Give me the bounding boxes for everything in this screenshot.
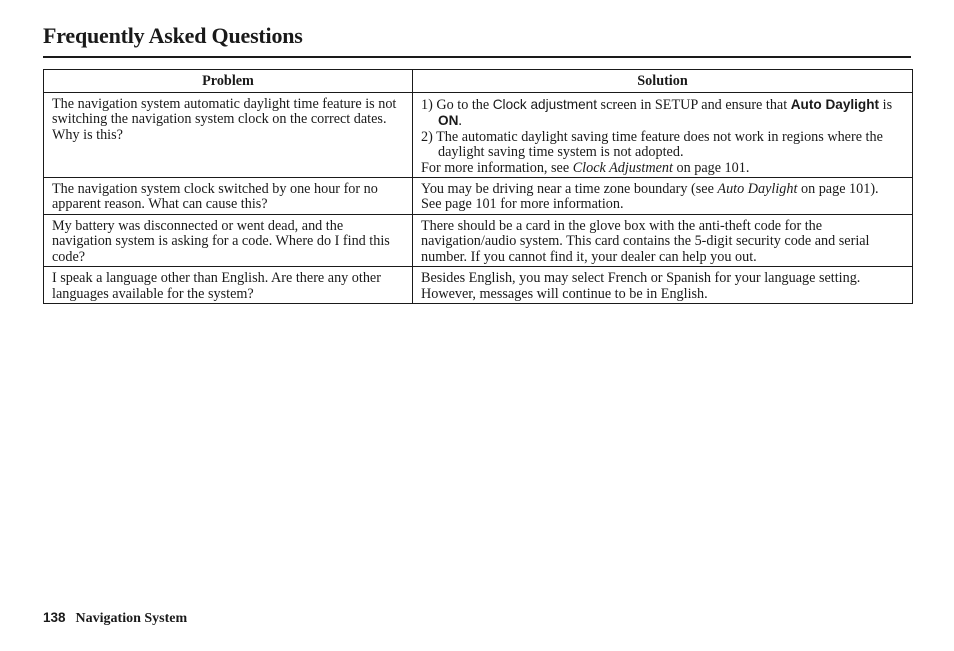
solution-cell — [413, 178, 913, 215]
clock-adjustment-screen-ref: Clock adjustment — [492, 97, 597, 112]
page-number: 138 — [43, 610, 66, 625]
step-number: 1) — [421, 97, 433, 113]
solution-step-2: 2) The automatic daylight saving time feature does not work in regions where the daylight saving time system is not adopted. — [421, 128, 883, 161]
more-info-line — [421, 161, 904, 176]
title-divider — [43, 56, 911, 58]
table-row — [44, 178, 913, 215]
solution-line-2: However, messages will continue to be in English. — [421, 285, 708, 302]
auto-daylight-setting: Auto Daylight — [790, 97, 880, 112]
table-header-row — [44, 70, 913, 93]
auto-daylight-reference: Auto Daylight — [717, 181, 798, 198]
solution-line-2: See page 101 for more information. — [421, 196, 624, 213]
solution-line-1: Besides English, you may select French or Spanish for your language setting. — [421, 270, 861, 287]
solution-text: For more information, see — [421, 159, 573, 176]
table-row — [44, 215, 913, 267]
solution-text: screen in SETUP and ensure that — [597, 97, 791, 113]
faq-table — [43, 69, 913, 304]
column-header-problem: Problem — [44, 70, 413, 93]
section-name: Navigation System — [75, 611, 188, 626]
solution-cell — [413, 93, 913, 178]
solution-text: on page 101. — [672, 159, 750, 176]
clock-adjustment-reference: Clock Adjustment — [572, 159, 673, 176]
page-title: Frequently Asked Questions — [43, 23, 303, 48]
solution-line-1 — [421, 182, 904, 197]
solution-text: You may be driving near a time zone boundary (see — [421, 181, 718, 198]
on-value: ON — [438, 113, 459, 129]
column-header-solution: Solution — [413, 70, 913, 93]
solution-step-1 — [421, 97, 904, 130]
solution-cell: There should be a card in the glove box with the anti-theft code for the navigation/audio system. This card contains the 5-digit security code and serial number. If you cannot find it, your dealer can help you out. — [413, 215, 913, 267]
problem-cell: My battery was disconnected or went dead, and the navigation system is asking for a code. Where do I find this code? — [44, 215, 413, 267]
problem-cell: The navigation system clock switched by one hour for no apparent reason. What can cause this? — [44, 178, 413, 215]
solution-text: is — [879, 97, 893, 113]
solution-text: . — [458, 113, 462, 130]
table-row — [44, 267, 913, 304]
table-row — [44, 93, 913, 178]
page-footer — [43, 609, 187, 628]
solution-text: on page 101). — [797, 181, 879, 198]
solution-text: Go to the — [432, 97, 493, 113]
solution-cell — [413, 267, 913, 304]
problem-cell: The navigation system automatic daylight time feature is not switching the navigation system clock on the correct dates. Why is this? — [44, 93, 413, 178]
problem-cell: I speak a language other than English. Are there any other languages available for the system? — [44, 267, 413, 304]
